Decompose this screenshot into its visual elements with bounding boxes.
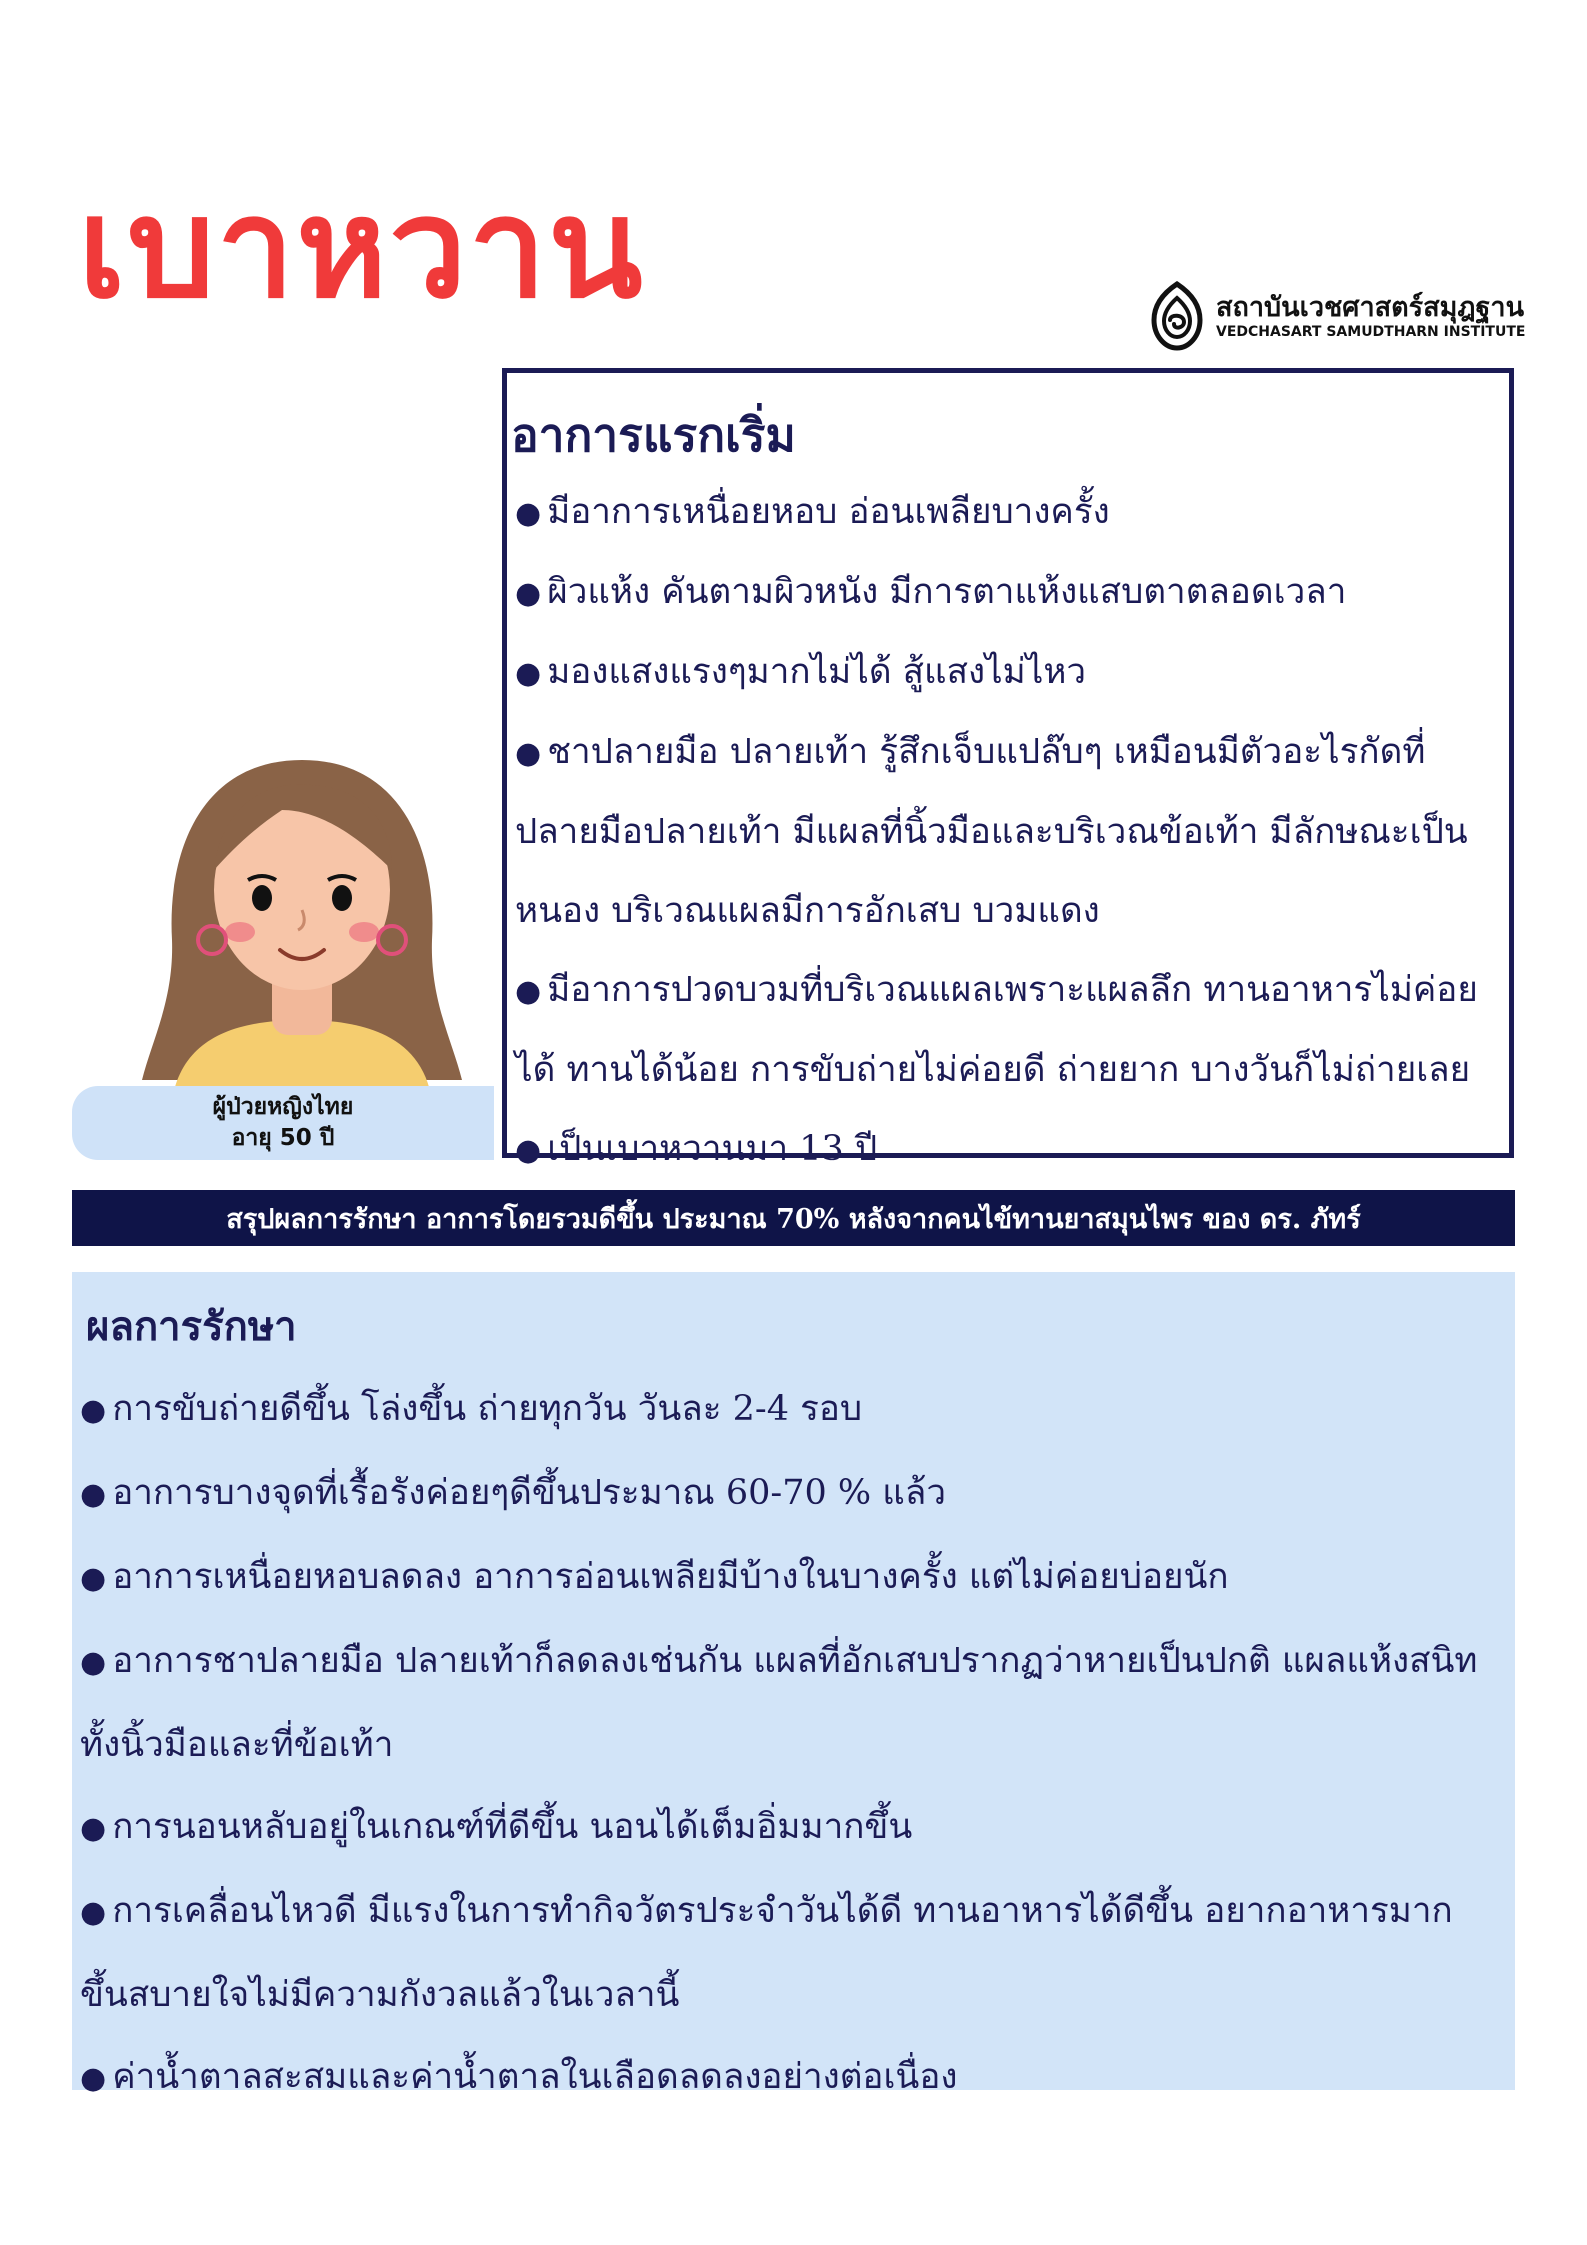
bullet-icon: ● <box>80 1393 107 1428</box>
symptom-text: มองแสงแรงๆมากไม่ได้ สู้แสงไม่ไหว <box>547 652 1087 692</box>
institute-logo-icon <box>1148 280 1206 352</box>
summary-banner <box>72 1190 1515 1246</box>
logo-name-en: VEDCHASART SAMUDTHARN INSTITUTE <box>1216 323 1526 340</box>
bullet-icon: ● <box>515 736 542 771</box>
symptoms-list <box>515 473 1505 1190</box>
patient-gender: ผู้ป่วยหญิงไทย <box>212 1093 354 1120</box>
bullet-icon: ● <box>80 1477 107 1512</box>
symptom-text: ผิวแห้ง คันตามผิวหนัง มีการตาแห้งแสบตาตลอดเวลา <box>547 572 1347 612</box>
patient-avatar-icon <box>112 740 492 1100</box>
list-item <box>80 1786 1500 1870</box>
list-item <box>80 1452 1500 1536</box>
page-title: เบาหวาน <box>78 168 645 329</box>
symptom-text: มีอาการเหนื่อยหอบ อ่อนเพลียบางครั้ง <box>547 492 1110 532</box>
bullet-icon: ● <box>80 1645 107 1680</box>
symptom-text: ชาปลายมือ ปลายเท้า รู้สึกเจ็บแปล๊บๆ เหมือนมีตัวอะไรกัดที่ปลายมือปลายเท้า มีแผลที่นิ้วมือและบริเวณข้อเท้า มีลักษณะเป็นหนอง บริเวณแผลมีการอักเสบ บวมแดง <box>515 732 1468 931</box>
list-item <box>80 2036 1500 2120</box>
bullet-icon: ● <box>515 576 542 611</box>
bullet-icon: ● <box>515 974 542 1009</box>
bullet-icon: ● <box>515 1133 542 1168</box>
bullet-icon: ● <box>80 1561 107 1596</box>
summary-text: สรุปผลการรักษา อาการโดยรวมดีขึ้น ประมาณ 70% หลังจากคนไข้ทานยาสมุนไพร ของ ดร. ภัทร์ <box>226 1203 1361 1235</box>
bullet-icon: ● <box>80 1811 107 1846</box>
list-item <box>80 1870 1500 2036</box>
results-heading: ผลการรักษา <box>86 1303 297 1350</box>
list-item <box>515 951 1505 1110</box>
list-item <box>80 1368 1500 1452</box>
bullet-icon: ● <box>80 1895 107 1930</box>
logo-name-th: สถาบันเวชศาสตร์สมุฎฐาน <box>1216 292 1525 324</box>
result-text: การเคลื่อนไหวดี มีแรงในการทำกิจวัตรประจำวันได้ดี ทานอาหารได้ดีขึ้น อยากอาหารมากขึ้นสบายใจไม่มีความกังวลแล้วในเวลานี้ <box>80 1891 1453 2015</box>
list-item <box>515 633 1505 713</box>
result-text: อาการบางจุดที่เรื้อรังค่อยๆดีขึ้นประมาณ 60-70 % แล้ว <box>112 1473 946 1513</box>
results-list <box>80 1368 1500 2120</box>
list-item <box>515 713 1505 951</box>
patient-age: อายุ 50 ปี <box>231 1125 335 1151</box>
list-item <box>80 1620 1500 1786</box>
patient-card <box>72 740 496 1160</box>
symptoms-panel <box>502 368 1514 1169</box>
symptom-text: มีอาการปวดบวมที่บริเวณแผลเพราะแผลลึก ทานอาหารไม่ค่อยได้ ทานได้น้อย การขับถ่ายไม่ค่อยดี ถ่ายยาก บางวันก็ไม่ถ่ายเลย <box>515 970 1478 1090</box>
bullet-icon: ● <box>80 2061 107 2096</box>
results-panel <box>72 1272 1515 2097</box>
institute-logo <box>1148 280 1526 352</box>
list-item <box>515 473 1505 553</box>
list-item <box>515 1110 1505 1190</box>
result-text: ค่าน้ำตาลสะสมและค่าน้ำตาลในเลือดลดลงอย่างต่อเนื่อง <box>112 2057 958 2097</box>
result-text: การขับถ่ายดีขึ้น โล่งขึ้น ถ่ายทุกวัน วันละ 2-4 รอบ <box>112 1389 863 1429</box>
result-text: การนอนหลับอยู่ในเกณฑ์ที่ดีขึ้น นอนได้เต็มอิ่มมากขึ้น <box>112 1807 913 1847</box>
symptoms-heading: อาการแรกเริ่ม <box>511 408 796 462</box>
patient-label <box>72 1086 494 1160</box>
list-item <box>80 1536 1500 1620</box>
result-text: อาการเหนื่อยหอบลดลง อาการอ่อนเพลียมีบ้างในบางครั้ง แต่ไม่ค่อยบ่อยนัก <box>112 1557 1229 1597</box>
bullet-icon: ● <box>515 656 542 691</box>
result-text: อาการชาปลายมือ ปลายเท้าก็ลดลงเช่นกัน แผลที่อักเสบปรากฏว่าหายเป็นปกติ แผลแห้งสนิท ทั้งนิ้วมือและที่ข้อเท้า <box>80 1641 1478 1765</box>
list-item <box>515 553 1505 633</box>
bullet-icon: ● <box>515 496 542 531</box>
symptom-text: เป็นเบาหวานมา 13 ปี <box>547 1129 878 1169</box>
